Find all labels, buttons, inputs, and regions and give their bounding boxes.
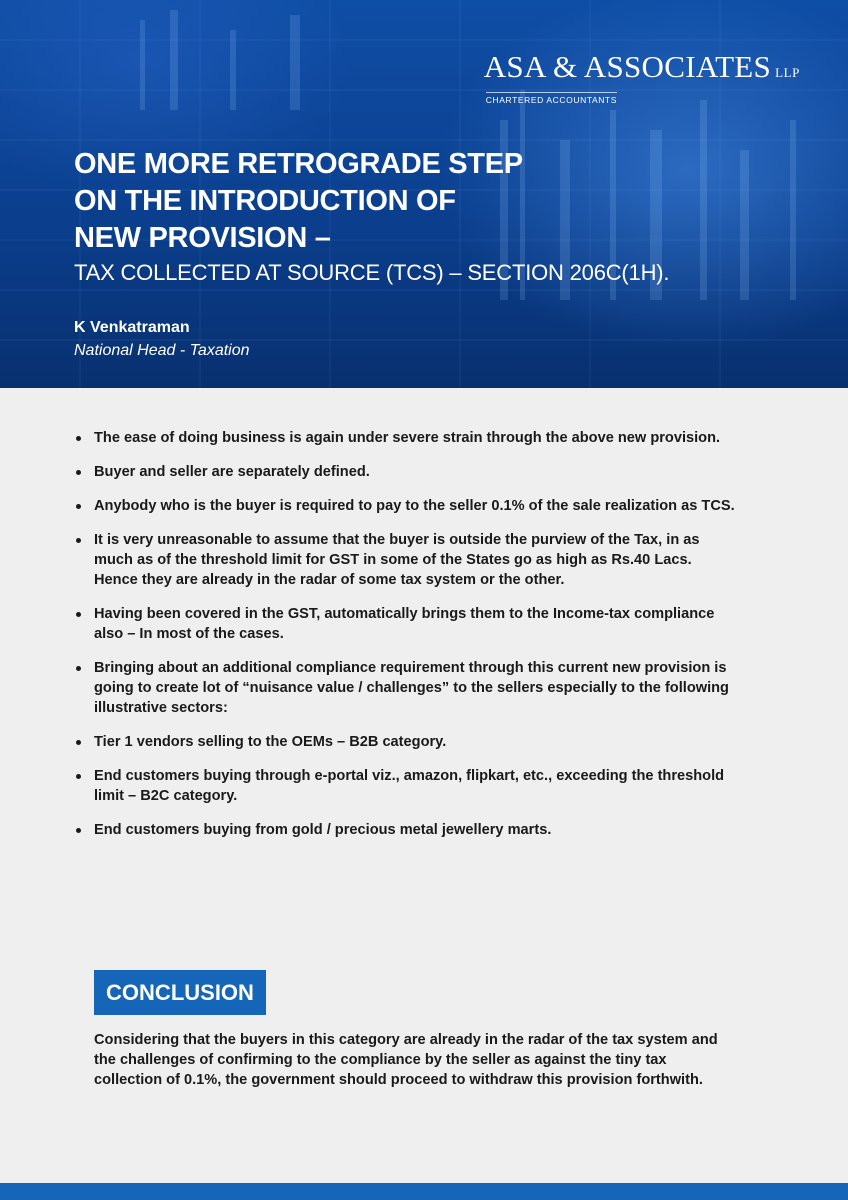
bullet-item: Having been covered in the GST, automatically brings them to the Income-tax compliance also – In most of the cases. (76, 604, 736, 644)
article-title (74, 146, 669, 288)
bullet-item: Buyer and seller are separately defined. (76, 462, 736, 482)
logo-tagline: CHARTERED ACCOUNTANTS (486, 92, 617, 105)
author-name: K Venkatraman (74, 319, 190, 336)
author-role: National Head - Taxation (74, 342, 250, 359)
logo-brand: ASA & ASSOCIATES (483, 49, 772, 84)
bullet-icon (76, 538, 81, 543)
bullet-item: Bringing about an additional compliance requirement through this current new provision is going to create lot of “nuisance value / challenges” to the sellers especially to the following illustrative sectors: (76, 658, 736, 718)
bullet-icon (76, 774, 81, 779)
title-line: NEW PROVISION – (74, 222, 331, 254)
bullet-icon (76, 436, 81, 441)
bullet-item: It is very unreasonable to assume that the buyer is outside the purview of the Tax, in as much as of the threshold limit for GST in some of the States go as high as Rs.40 Lacs. Hence they are already in the radar of some tax system or the other. (76, 530, 736, 590)
bullet-icon (76, 740, 81, 745)
bullet-item: The ease of doing business is again under severe strain through the above new provision. (76, 428, 736, 448)
bullet-icon (76, 666, 81, 671)
header-banner (0, 0, 848, 388)
bullet-item: Tier 1 vendors selling to the OEMs – B2B category. (76, 732, 736, 752)
conclusion-text: Considering that the buyers in this category are already in the radar of the tax system and the challenges of confirming to the compliance by the seller as against the tiny tax collection of 0.1%, the government should proceed to withdraw this provision forthwith. (94, 1032, 718, 1088)
company-logo (484, 50, 800, 108)
author-block (74, 317, 250, 363)
title-line: ON THE INTRODUCTION OF (74, 185, 456, 217)
article-subtitle: TAX COLLECTED AT SOURCE (TCS) – SECTION 206C(1H). (74, 260, 670, 285)
conclusion-heading: CONCLUSION (94, 970, 266, 1015)
bullet-list (76, 428, 736, 854)
logo-suffix: LLP (775, 65, 800, 80)
bullet-item: End customers buying from gold / precious metal jewellery marts. (76, 820, 736, 840)
bullet-icon (76, 504, 81, 509)
bullet-icon (76, 612, 81, 617)
bullet-item: End customers buying through e-portal viz., amazon, flipkart, etc., exceeding the threshold limit – B2C category. (76, 766, 736, 806)
title-line: ONE MORE RETROGRADE STEP (74, 148, 523, 180)
bullet-item: Anybody who is the buyer is required to pay to the seller 0.1% of the sale realization as TCS. (76, 496, 736, 516)
bullet-icon (76, 828, 81, 833)
bullet-icon (76, 470, 81, 475)
footer-bar (0, 1183, 848, 1200)
